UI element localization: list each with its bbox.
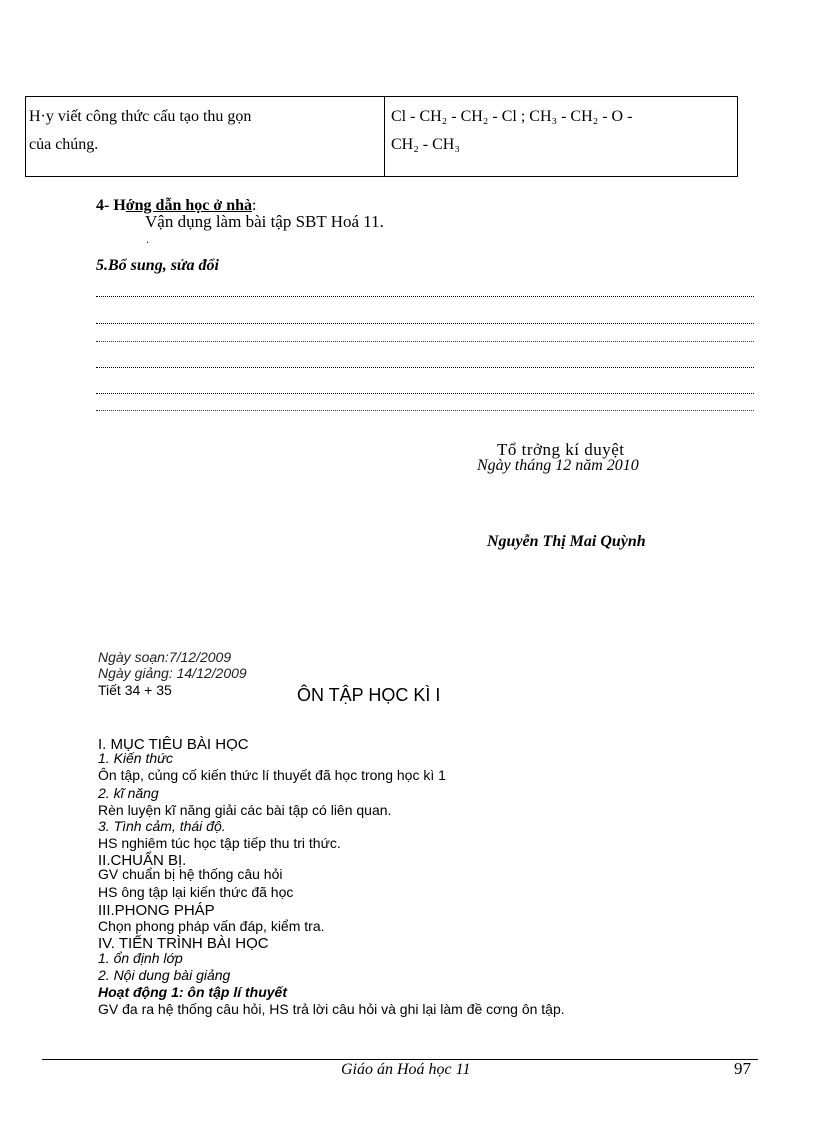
subheading: 1. Kiến thức (98, 750, 174, 766)
section-5-heading: 5.Bổ sung, sửa đổi (96, 257, 219, 274)
section-i-heading: I. MỤC TIÊU BÀI HỌC (98, 736, 249, 753)
lesson-period: Tiết 34 + 35 (98, 682, 172, 698)
dotted-line (96, 393, 754, 394)
dotted-line (96, 323, 754, 324)
stray-dot: . (146, 232, 149, 246)
approval-title: Tổ trởng kí duyệt (497, 440, 625, 459)
page-number: 97 (734, 1059, 751, 1078)
body-text: Ôn tập, củng cố kiến thức lí thuyết đã học trong học kì 1 (98, 767, 446, 783)
body-text: GV chuẩn bị hệ thống câu hỏi (98, 866, 283, 882)
subheading: 1. ổn định lớp (98, 950, 183, 966)
body-text: Rèn luyện kĩ năng giải các bài tập có liên quan. (98, 802, 392, 818)
answer-cell (385, 97, 737, 176)
date-prepared: Ngày soạn:7/12/2009 (98, 649, 232, 665)
dotted-line (96, 410, 754, 411)
question-line: của chúng. (29, 136, 99, 153)
subheading: 2. kĩ năng (98, 785, 159, 801)
footer-title: Giáo án Hoá học 11 (341, 1061, 471, 1078)
body-text: Chọn phong pháp vấn đáp, kiểm tra. (98, 918, 325, 934)
body-text: HS nghiêm túc học tập tiếp thu tri thức. (98, 835, 341, 851)
subheading: 3. Tình cảm, thái độ. (98, 818, 226, 834)
question-cell (26, 97, 385, 176)
body-text: HS ông tập lại kiến thức đã học (98, 884, 294, 900)
section-4-heading-part: ớng dẫn học ở nhà (125, 197, 252, 214)
footer-rule (42, 1059, 758, 1060)
answer-line: CH₂ - CH₃ (391, 136, 460, 153)
section-iv-heading: IV. TIẾN TRÌNH BÀI HỌC (98, 935, 269, 952)
dotted-line (96, 341, 754, 342)
section-4-heading-part: 4- H (96, 197, 126, 214)
date-taught: Ngày giảng: 14/12/2009 (98, 665, 247, 681)
subheading: 2. Nội dung bài giảng (98, 967, 231, 983)
lesson-title: ÔN TẬP HỌC KÌ I (297, 685, 441, 705)
body-text: GV đa ra hệ thống câu hỏi, HS trả lời câu hỏi và ghi lại làm đề cơng ôn tập. (98, 1001, 565, 1017)
answer-line: Cl - CH₂ - CH₂ - Cl ; CH₃ - CH₂ - O - (391, 108, 633, 125)
question-answer-table (25, 96, 738, 177)
question-line: H·y viết công thức cấu tạo thu gọn (29, 108, 252, 125)
section-4-text: Vận dụng làm bài tập SBT Hoá 11. (145, 212, 384, 231)
section-ii-heading: II.CHUẨN BỊ. (98, 852, 187, 869)
approver-name: Nguyễn Thị Mai Quỳnh (487, 533, 646, 550)
approval-date: Ngày tháng 12 năm 2010 (477, 457, 639, 474)
section-iii-heading: III.PHONG PHÁP (98, 902, 215, 919)
dotted-line (96, 296, 754, 297)
section-4-heading-colon: : (252, 197, 257, 214)
activity-heading: Hoạt động 1: ôn tập lí thuyết (98, 984, 287, 1000)
dotted-line (96, 367, 754, 368)
